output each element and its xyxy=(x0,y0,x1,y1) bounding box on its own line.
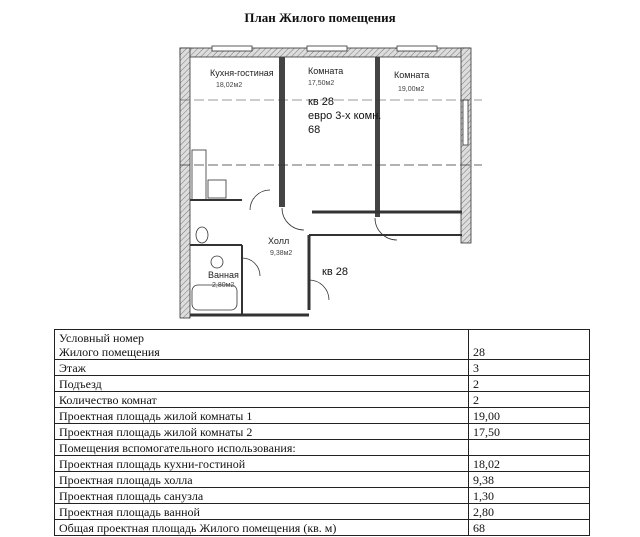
row-label: Помещения вспомогательного использования: xyxy=(55,440,469,456)
sink xyxy=(211,256,223,268)
partition-2 xyxy=(375,57,380,217)
table-row xyxy=(55,504,590,520)
door-room2 xyxy=(375,218,397,240)
window-1 xyxy=(212,46,252,51)
row-label: Условный номер Жилого помещения xyxy=(55,330,469,360)
table-row xyxy=(55,456,590,472)
floor-plan xyxy=(172,40,482,325)
row-value: 1,30 xyxy=(469,488,590,504)
hall-area: 9,38м2 xyxy=(270,250,293,257)
room1-area: 17,50м2 xyxy=(308,80,335,87)
row-value: 18,02 xyxy=(469,456,590,472)
door-entrance xyxy=(309,280,329,300)
row-label: Проектная площадь холла xyxy=(55,472,469,488)
window-4 xyxy=(463,100,468,145)
table-row xyxy=(55,392,590,408)
row-label: Проектная площадь жилой комнаты 2 xyxy=(55,424,469,440)
table-row xyxy=(55,408,590,424)
row-label: Количество комнат xyxy=(55,392,469,408)
window-3 xyxy=(397,46,437,51)
door-bath xyxy=(242,258,260,276)
apartment-info-table xyxy=(54,329,590,536)
row-label: Этаж xyxy=(55,360,469,376)
row-label: Проектная площадь жилой комнаты 1 xyxy=(55,408,469,424)
row-label: Общая проектная площадь Жилого помещения (кв. м) xyxy=(55,520,469,536)
room2-area: 19,00м2 xyxy=(398,86,425,93)
row-value: 17,50 xyxy=(469,424,590,440)
stove xyxy=(208,180,226,198)
table-row xyxy=(55,472,590,488)
kitchen-area: 18,02м2 xyxy=(216,82,243,89)
table-row xyxy=(55,376,590,392)
apt-line2: евро 3-х комн. xyxy=(308,110,382,122)
row-value: 68 xyxy=(469,520,590,536)
room1-name: Комната xyxy=(308,66,344,76)
row-value: 2 xyxy=(469,392,590,408)
table-row xyxy=(55,520,590,536)
table-row xyxy=(55,330,590,360)
entrance-label: кв 28 xyxy=(322,266,348,278)
row-value: 19,00 xyxy=(469,408,590,424)
table-row xyxy=(55,424,590,440)
row-value: 9,38 xyxy=(469,472,590,488)
door-room1 xyxy=(282,208,304,230)
apt-line3: 68 xyxy=(308,124,321,136)
row-value: 2 xyxy=(469,376,590,392)
row-label: Проектная площадь ванной xyxy=(55,504,469,520)
toilet xyxy=(196,227,208,243)
row-value: 28 xyxy=(469,330,590,360)
wall-right xyxy=(461,48,471,243)
bath-name: Ванная xyxy=(208,270,239,280)
table-row xyxy=(55,360,590,376)
hall-name: Холл xyxy=(268,236,290,246)
apt-line1: кв 28 xyxy=(308,96,334,108)
kitchen-name: Кухня-гостиная xyxy=(210,68,274,78)
page-title: План Жилого помещения xyxy=(244,10,396,25)
wall-left xyxy=(180,48,190,318)
table-row xyxy=(55,440,590,456)
bath-area: 2,80м2 xyxy=(212,282,235,289)
row-value: 3 xyxy=(469,360,590,376)
row-value xyxy=(469,440,590,456)
table-row xyxy=(55,488,590,504)
window-2 xyxy=(307,46,347,51)
row-value: 2,80 xyxy=(469,504,590,520)
room2-name: Комната xyxy=(394,70,430,80)
kitchen-counter xyxy=(192,150,206,200)
row-label: Проектная площадь кухни-гостиной xyxy=(55,456,469,472)
partition-1 xyxy=(279,57,285,207)
row-label: Проектная площадь санузла xyxy=(55,488,469,504)
door-kitchen xyxy=(250,190,270,210)
row-label: Подъезд xyxy=(55,376,469,392)
